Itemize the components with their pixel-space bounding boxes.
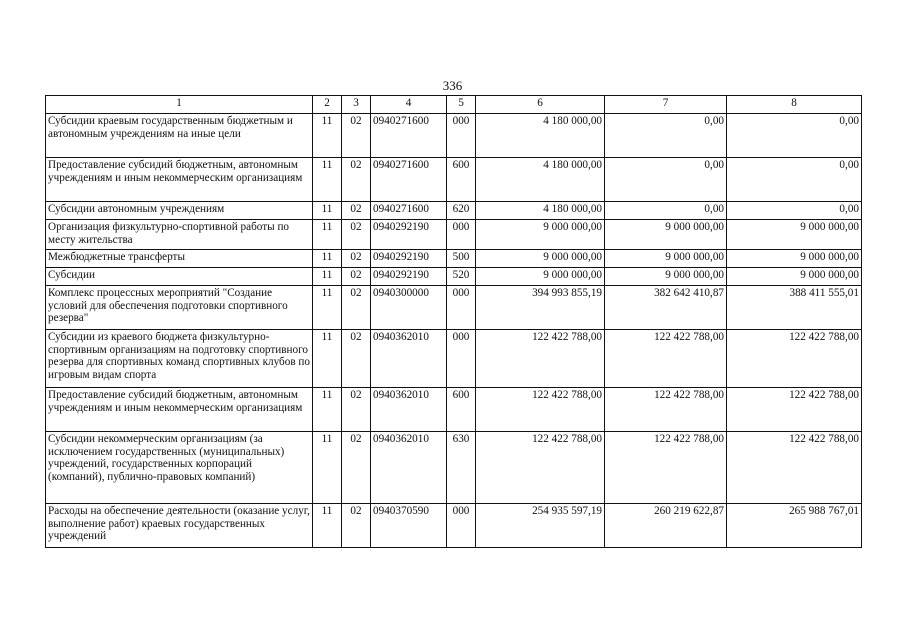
row-amount-col7: 260 219 622,87 (605, 504, 727, 548)
row-expense-type: 000 (447, 504, 476, 548)
table-row (46, 432, 862, 504)
column-header: 3 (342, 96, 371, 114)
row-amount-col6: 4 180 000,00 (476, 114, 605, 158)
budget-table (45, 95, 862, 548)
row-expense-type: 620 (447, 202, 476, 220)
row-name: Межбюджетные трансферты (46, 250, 313, 268)
column-header: 5 (447, 96, 476, 114)
row-subsection: 02 (342, 268, 371, 286)
row-name: Организация физкультурно-спортивной работы по месту жительства (46, 220, 313, 250)
row-name: Субсидии некоммерческим организациям (за исключением государственных (муниципальных) учреждений, государственных корпораций (компаний), публично-правовых компаний) (46, 432, 313, 504)
row-amount-col8: 9 000 000,00 (727, 220, 862, 250)
row-name: Субсидии из краевого бюджета физкультурно-спортивным организациям на подготовку спортивного резерва для спортивных команд спортивных клубов по игровым видам спорта (46, 330, 313, 388)
row-amount-col7: 9 000 000,00 (605, 268, 727, 286)
row-amount-col6: 9 000 000,00 (476, 250, 605, 268)
row-target-article: 0940271600 (371, 158, 447, 202)
row-name: Субсидии автономным учреждениям (46, 202, 313, 220)
row-name: Предоставление субсидий бюджетным, автономным учреждениям и иным некоммерческим организациям (46, 388, 313, 432)
row-subsection: 02 (342, 220, 371, 250)
row-subsection: 02 (342, 432, 371, 504)
row-expense-type: 600 (447, 158, 476, 202)
table-row (46, 250, 862, 268)
row-amount-col7: 122 422 788,00 (605, 432, 727, 504)
row-subsection: 02 (342, 202, 371, 220)
row-amount-col6: 4 180 000,00 (476, 158, 605, 202)
row-amount-col7: 382 642 410,87 (605, 286, 727, 330)
column-header: 8 (727, 96, 862, 114)
row-amount-col8: 0,00 (727, 114, 862, 158)
row-expense-type: 000 (447, 220, 476, 250)
row-expense-type: 000 (447, 114, 476, 158)
table-row (46, 202, 862, 220)
table-row (46, 114, 862, 158)
column-header: 4 (371, 96, 447, 114)
row-amount-col8: 122 422 788,00 (727, 330, 862, 388)
row-amount-col6: 9 000 000,00 (476, 220, 605, 250)
row-amount-col7: 0,00 (605, 202, 727, 220)
row-amount-col6: 9 000 000,00 (476, 268, 605, 286)
column-header: 1 (46, 96, 313, 114)
row-amount-col6: 122 422 788,00 (476, 388, 605, 432)
table-row (46, 330, 862, 388)
row-subsection: 02 (342, 504, 371, 548)
row-amount-col8: 0,00 (727, 202, 862, 220)
row-section: 11 (313, 202, 342, 220)
row-target-article: 0940370590 (371, 504, 447, 548)
row-expense-type: 630 (447, 432, 476, 504)
row-target-article: 0940362010 (371, 432, 447, 504)
table-row (46, 268, 862, 286)
row-section: 11 (313, 220, 342, 250)
row-expense-type: 000 (447, 330, 476, 388)
row-subsection: 02 (342, 388, 371, 432)
row-subsection: 02 (342, 286, 371, 330)
row-amount-col6: 122 422 788,00 (476, 330, 605, 388)
table-row (46, 504, 862, 548)
row-expense-type: 600 (447, 388, 476, 432)
row-subsection: 02 (342, 330, 371, 388)
row-expense-type: 520 (447, 268, 476, 286)
row-section: 11 (313, 432, 342, 504)
row-amount-col8: 388 411 555,01 (727, 286, 862, 330)
row-name: Предоставление субсидий бюджетным, автономным учреждениям и иным некоммерческим организациям (46, 158, 313, 202)
table-row (46, 286, 862, 330)
row-name: Субсидии краевым государственным бюджетным и автономным учреждениям на иные цели (46, 114, 313, 158)
table-row (46, 158, 862, 202)
row-amount-col7: 122 422 788,00 (605, 388, 727, 432)
column-header: 6 (476, 96, 605, 114)
row-section: 11 (313, 330, 342, 388)
row-target-article: 0940292190 (371, 220, 447, 250)
row-amount-col8: 9 000 000,00 (727, 250, 862, 268)
row-amount-col7: 9 000 000,00 (605, 250, 727, 268)
row-amount-col7: 0,00 (605, 114, 727, 158)
row-amount-col6: 254 935 597,19 (476, 504, 605, 548)
row-target-article: 0940300000 (371, 286, 447, 330)
row-amount-col6: 122 422 788,00 (476, 432, 605, 504)
row-expense-type: 500 (447, 250, 476, 268)
row-amount-col8: 122 422 788,00 (727, 388, 862, 432)
row-amount-col6: 394 993 855,19 (476, 286, 605, 330)
row-section: 11 (313, 114, 342, 158)
column-header: 7 (605, 96, 727, 114)
page-number: 336 (442, 78, 463, 93)
row-target-article: 0940362010 (371, 388, 447, 432)
row-section: 11 (313, 250, 342, 268)
table-row (46, 388, 862, 432)
row-amount-col8: 0,00 (727, 158, 862, 202)
column-header: 2 (313, 96, 342, 114)
row-amount-col7: 122 422 788,00 (605, 330, 727, 388)
row-target-article: 0940292190 (371, 268, 447, 286)
row-name: Субсидии (46, 268, 313, 286)
table-row (46, 220, 862, 250)
row-section: 11 (313, 158, 342, 202)
row-subsection: 02 (342, 250, 371, 268)
row-section: 11 (313, 504, 342, 548)
row-subsection: 02 (342, 158, 371, 202)
row-section: 11 (313, 268, 342, 286)
header-row (46, 96, 862, 114)
row-name: Комплекс процессных мероприятий "Создание условий для обеспечения подготовки спортивного резерва" (46, 286, 313, 330)
row-target-article: 0940362010 (371, 330, 447, 388)
row-amount-col7: 0,00 (605, 158, 727, 202)
row-target-article: 0940271600 (371, 202, 447, 220)
row-section: 11 (313, 388, 342, 432)
row-name: Расходы на обеспечение деятельности (оказание услуг, выполнение работ) краевых государственных учреждений (46, 504, 313, 548)
row-expense-type: 000 (447, 286, 476, 330)
row-amount-col6: 4 180 000,00 (476, 202, 605, 220)
row-subsection: 02 (342, 114, 371, 158)
row-amount-col7: 9 000 000,00 (605, 220, 727, 250)
row-amount-col8: 9 000 000,00 (727, 268, 862, 286)
row-target-article: 0940271600 (371, 114, 447, 158)
row-amount-col8: 265 988 767,01 (727, 504, 862, 548)
row-amount-col8: 122 422 788,00 (727, 432, 862, 504)
row-section: 11 (313, 286, 342, 330)
row-target-article: 0940292190 (371, 250, 447, 268)
